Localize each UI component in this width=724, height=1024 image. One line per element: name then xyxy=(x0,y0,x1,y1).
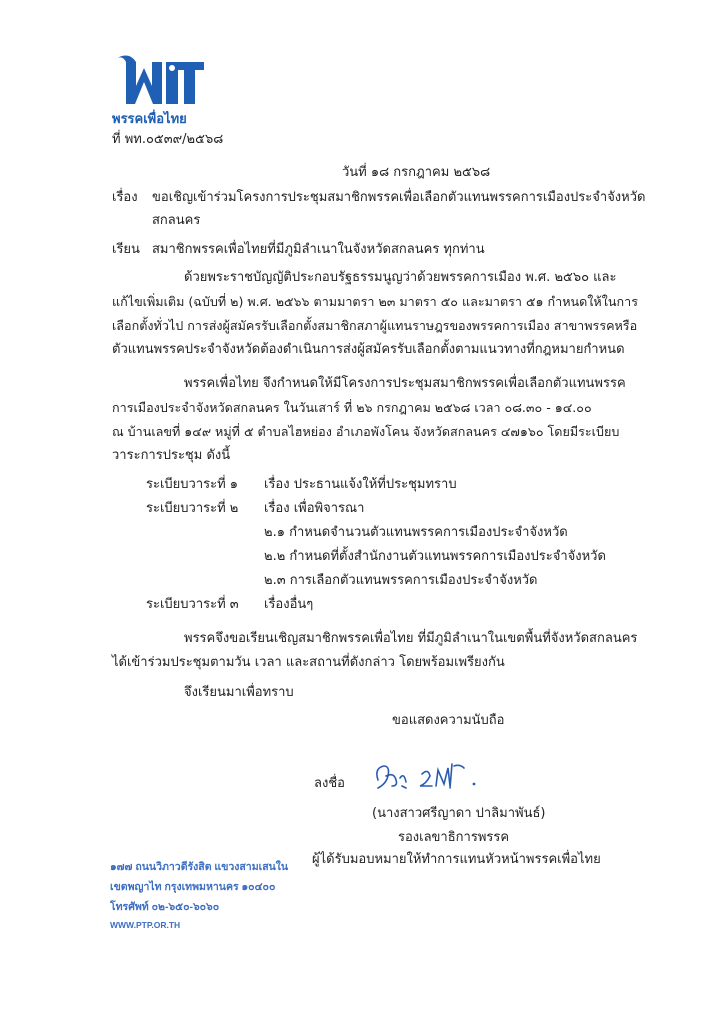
agenda-item-label: ระเบียบวาระที่ ๑ xyxy=(146,477,239,492)
footer-address-line-1: ๑๗๗ ถนนวิภาวดีรังสิต แขวงสามเสนใน xyxy=(110,861,289,873)
paragraph-1-line: แก้ไขเพิ่มเติม (ฉบับที่ ๒) พ.ศ. ๒๕๖๖ ตามมาตรา ๒๓ มาตรา ๕๐ และมาตรา ๕๑ กำหนดให้ในการ xyxy=(112,294,638,309)
paragraph-2-line: การเมืองประจำจังหวัดสกลนคร ในวันเสาร์ ที่ ๒๖ กรกฎาคม ๒๕๖๘ เวลา ๐๘.๓๐ - ๑๔.๐๐ xyxy=(112,400,592,415)
letter-date: วันที่ ๑๘ กรกฎาคม ๒๕๖๘ xyxy=(342,165,491,180)
paragraph-1-line: ด้วยพระราชบัญญัติประกอบรัฐธรรมนูญว่าด้วยพรรคการเมือง พ.ศ. ๒๕๖๐ และ xyxy=(184,270,617,285)
reference-number: ที่ พท.๐๕๓๙/๒๕๖๘ xyxy=(112,132,224,147)
paragraph-3-line: ได้เข้าร่วมประชุมตามวัน เวลา และสถานที่ดังกล่าว โดยพร้อมเพรียงกัน xyxy=(112,655,505,670)
handwritten-signature xyxy=(368,758,508,798)
agenda-item-label: ระเบียบวาระที่ ๒ xyxy=(146,501,239,516)
agenda-item-label: ระเบียบวาระที่ ๓ xyxy=(146,597,239,612)
recipient-label: เรียน xyxy=(112,242,140,257)
paragraph-2-line: ณ บ้านเลขที่ ๑๔๙ หมู่ที่ ๕ ตำบลไฮหย่อง อำเภอพังโคน จังหวัดสกลนคร ๔๗๑๖๐ โดยมีระเบียบ xyxy=(112,424,620,439)
agenda-item-text: เรื่องอื่นๆ xyxy=(264,597,314,612)
agenda-sub-item: ๒.๒ กำหนดที่ตั้งสำนักงานตัวแทนพรรคการเมืองประจำจังหวัด xyxy=(264,549,606,564)
paragraph-3-line: พรรคจึงขอเรียนเชิญสมาชิกพรรคเพื่อไทย ที่มีภูมิลำเนาในเขตพื้นที่จังหวัดสกลนคร xyxy=(184,631,638,646)
paragraph-2-line: พรรคเพื่อไทย จึงกำหนดให้มีโครงการประชุมสมาชิกพรรคเพื่อเลือกตัวแทนพรรค xyxy=(184,376,626,391)
agenda-sub-item: ๒.๑ กำหนดจำนวนตัวแทนพรรคการเมืองประจำจังหวัด xyxy=(264,525,568,540)
agenda-item-text: เรื่อง ประธานแจ้งให้ที่ประชุมทราบ xyxy=(264,477,457,492)
paragraph-1-line: เลือกตั้งทั่วไป การส่งผู้สมัครรับเลือกตั้งสมาชิกสภาผู้แทนราษฎรของพรรคการเมือง สาขาพรรคหรือ xyxy=(112,318,638,333)
closing-regards: ขอแสดงความนับถือ xyxy=(392,713,505,728)
sign-label: ลงชื่อ xyxy=(314,776,345,791)
subject-label: เรื่อง xyxy=(112,190,138,205)
recipient-text: สมาชิกพรรคเพื่อไทยที่มีภูมิลำเนาในจังหวัดสกลนคร ทุกท่าน xyxy=(152,242,485,257)
closing-notice: จึงเรียนมาเพื่อทราบ xyxy=(184,685,294,700)
signatory-role: ผู้ได้รับมอบหมายให้ทำการแทนหัวหน้าพรรคเพื่อไทย xyxy=(312,852,601,867)
footer-phone: โทรศัพท์ ๐๒-๖๕๐-๖๐๖๐ xyxy=(110,901,220,913)
signatory-name: (นางสาวศรีญาดา ปาลิมาพันธ์) xyxy=(372,806,546,821)
agenda-item-text: เรื่อง เพื่อพิจารณา xyxy=(264,501,365,516)
party-name-logo: พรรคเพื่อไทย xyxy=(112,111,187,126)
subject-line-2: สกลนคร xyxy=(152,213,201,228)
paragraph-1-line: ตัวแทนพรรคประจำจังหวัดต้องดำเนินการส่งผู้สมัครรับเลือกตั้งตามแนวทางที่กฎหมายกำหนด xyxy=(112,342,625,357)
agenda-sub-item: ๒.๓ การเลือกตัวแทนพรรคการเมืองประจำจังหวัด xyxy=(264,573,538,588)
signatory-position: รองเลขาธิการพรรค xyxy=(398,830,510,845)
paragraph-2-line: วาระการประชุม ดังนี้ xyxy=(112,448,231,463)
party-logo-mark xyxy=(108,52,208,108)
subject-line-1: ขอเชิญเข้าร่วมโครงการประชุมสมาชิกพรรคเพื่อเลือกตัวแทนพรรคการเมืองประจำจังหวัด xyxy=(152,190,646,205)
footer-address-line-2: เขตพญาไท กรุงเทพมหานคร ๑๐๔๐๐ xyxy=(110,881,276,893)
footer-website: WWW.PTP.OR.TH xyxy=(110,920,181,930)
